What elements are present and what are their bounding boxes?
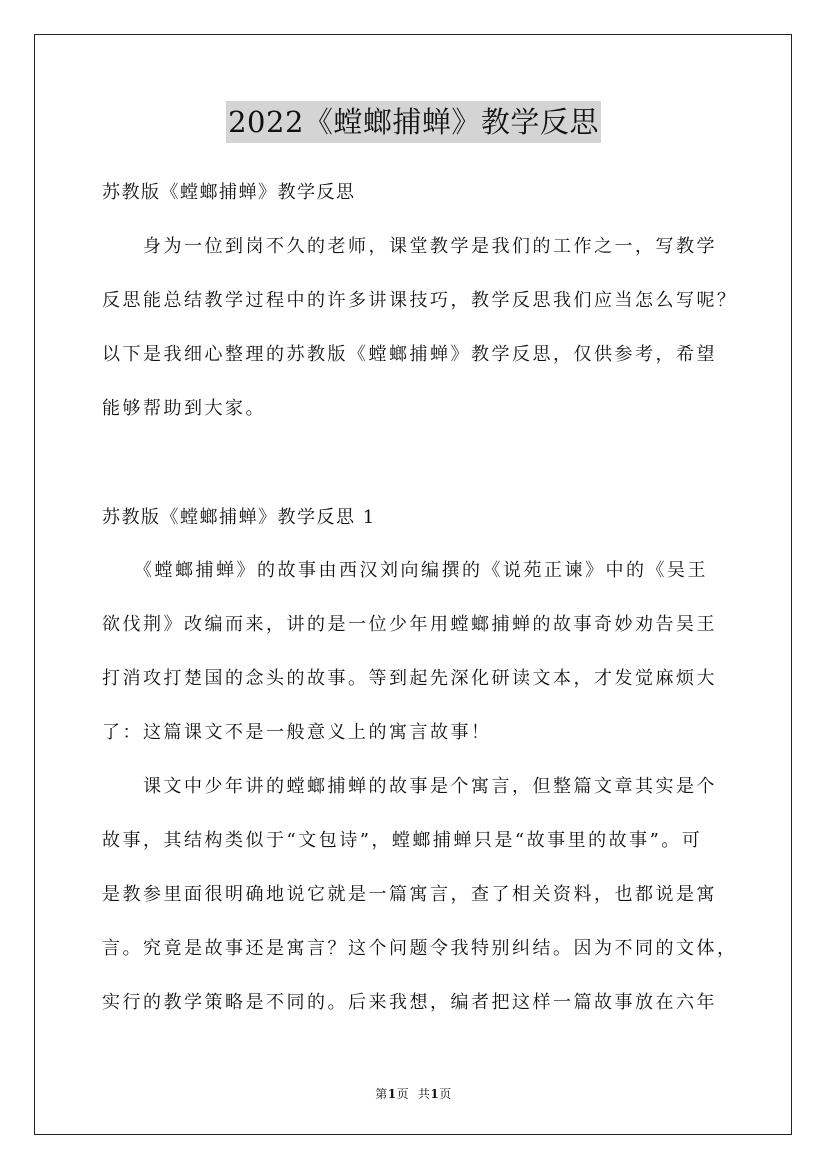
- body-line: 故事，其结构类似于“文包诗”，螳螂捕蝉只是“故事里的故事”。可: [102, 830, 703, 851]
- body-line: 《螳螂捕蝉》的故事由西汉刘向编撰的《说苑正谏》中的《吴王: [102, 560, 708, 581]
- title-area: [0, 101, 827, 143]
- document-title: 2022《螳螂捕蝉》教学反思: [226, 101, 601, 143]
- subtitle-block: [102, 183, 728, 203]
- section-heading: 苏教版《螳螂捕蝉》教学反思 1: [102, 507, 376, 528]
- document-subtitle: 苏教版《螳螂捕蝉》教学反思: [102, 182, 356, 203]
- footer-total-prefix: 共: [417, 1087, 431, 1101]
- footer-page-number: 1: [387, 1087, 397, 1101]
- body-line: 是教参里面很明确地说它就是一篇寓言，查了相关资料，也都说是寓: [102, 884, 717, 905]
- body-line: 课文中少年讲的螳螂捕蝉的故事是个寓言，但整篇文章其实是个: [102, 776, 717, 797]
- intro-paragraph: [102, 236, 738, 453]
- body-line: 言。究竟是故事还是寓言？这个问题令我特别纠结。因为不同的文体，: [102, 938, 738, 959]
- intro-line: 以下是我细心整理的苏教版《螳螂捕蝉》教学反思，仅供参考，希望: [102, 344, 717, 365]
- intro-line: 反思能总结教学过程中的许多讲课技巧，教学反思我们应当怎么写呢？: [102, 290, 738, 311]
- footer-total-number: 1: [430, 1087, 440, 1101]
- section-body: [102, 560, 738, 1047]
- footer-total-suffix: 页: [439, 1087, 452, 1101]
- footer-page-suffix: 页: [396, 1087, 410, 1101]
- page-footer: [0, 1085, 827, 1102]
- body-line: 打消攻打楚国的念头的故事。等到起先深化研读文本，才发觉麻烦大: [102, 668, 717, 689]
- intro-line: 能够帮助到大家。: [102, 398, 266, 419]
- body-line: 了：这篇课文不是一般意义上的寓言故事！: [102, 722, 492, 743]
- section-heading-block: [102, 508, 728, 528]
- body-line: 实行的教学策略是不同的。后来我想，编者把这样一篇故事放在六年: [102, 992, 717, 1013]
- footer-page-prefix: 第: [375, 1087, 388, 1101]
- intro-line: 身为一位到岗不久的老师，课堂教学是我们的工作之一，写教学: [102, 236, 717, 257]
- body-line: 欲伐荆》改编而来，讲的是一位少年用螳螂捕蝉的故事奇妙劝告吴王: [102, 614, 717, 635]
